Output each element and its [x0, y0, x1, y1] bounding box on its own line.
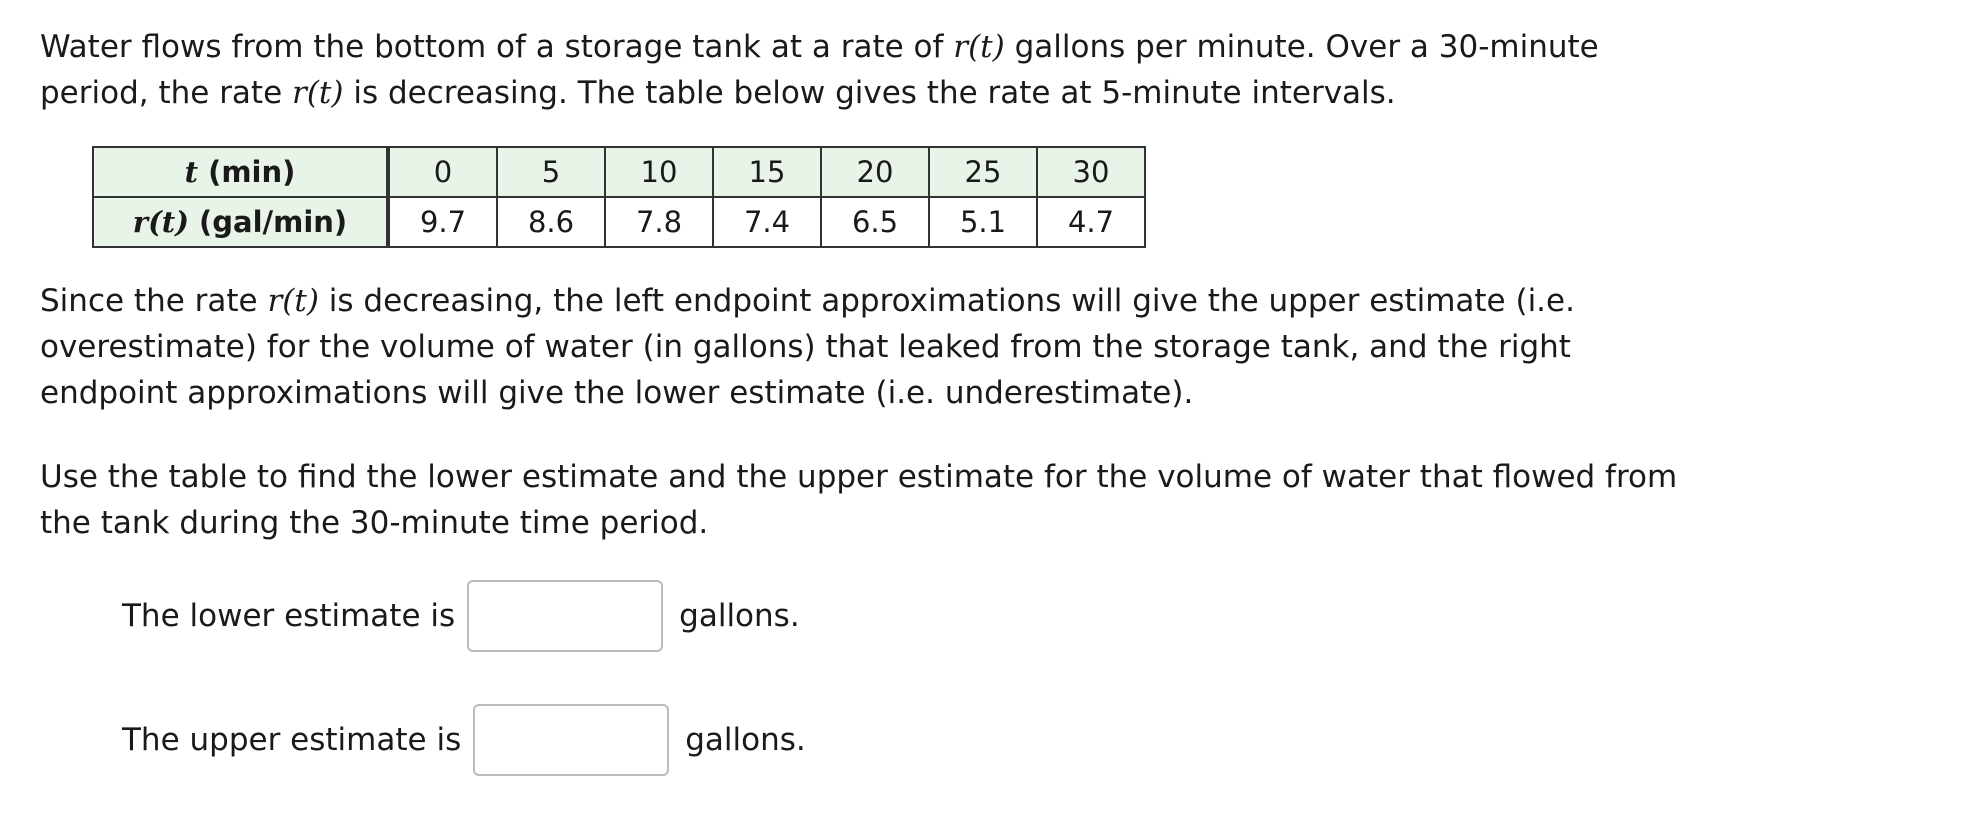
time-header: t (min)	[93, 147, 388, 197]
rate-cell: 5.1	[929, 197, 1037, 247]
explanation-text-4: endpoint approximations will give the lower estimate (i.e. underestimate).	[40, 375, 1194, 411]
problem-intro	[40, 24, 1599, 116]
instruction-text-1: Use the table to find the lower estimate and the upper estimate for the volume of water that flowed from	[40, 459, 1678, 495]
upper-unit-label: gallons.	[685, 722, 806, 758]
rate-cell: 7.4	[713, 197, 821, 247]
rate-cell: 9.7	[388, 197, 497, 247]
rate-row	[93, 197, 1145, 247]
explanation-text-2: is decreasing, the left endpoint approximations will give the upper estimate (i.e.	[318, 283, 1575, 319]
rate-header: r(t) (gal/min)	[93, 197, 388, 247]
rate-function-symbol: r(t)	[292, 75, 344, 111]
rate-cell: 7.8	[605, 197, 713, 247]
time-cell: 25	[929, 147, 1037, 197]
intro-text-3: period, the rate	[40, 75, 293, 111]
intro-text-2: gallons per minute. Over a 30-minute	[1004, 29, 1599, 65]
intro-text-4: is decreasing. The table below gives the rate at 5-minute intervals.	[343, 75, 1396, 111]
lower-estimate-label: The lower estimate is	[122, 598, 456, 634]
instruction-paragraph	[40, 454, 1677, 546]
time-cell: 30	[1037, 147, 1145, 197]
upper-estimate-row	[122, 704, 806, 776]
lower-estimate-row	[122, 580, 800, 652]
explanation-text-1: Since the rate	[40, 283, 268, 319]
time-cell: 10	[605, 147, 713, 197]
time-cell: 5	[497, 147, 605, 197]
rate-table	[92, 146, 1146, 248]
instruction-text-2: the tank during the 30-minute time period.	[40, 505, 709, 541]
rate-cell: 6.5	[821, 197, 929, 247]
explanation-text-3: overestimate) for the volume of water (in gallons) that leaked from the storage tank, and the right	[40, 329, 1571, 365]
rate-function-symbol: r(t)	[267, 283, 319, 319]
time-cell: 15	[713, 147, 821, 197]
time-row	[93, 147, 1145, 197]
time-cell: 0	[388, 147, 497, 197]
explanation-paragraph	[40, 278, 1575, 416]
time-cell: 20	[821, 147, 929, 197]
rate-cell: 8.6	[497, 197, 605, 247]
lower-estimate-input[interactable]	[467, 580, 663, 652]
lower-unit-label: gallons.	[679, 598, 800, 634]
intro-text-1: Water flows from the bottom of a storage tank at a rate of	[40, 29, 954, 65]
upper-estimate-label: The upper estimate is	[122, 722, 462, 758]
upper-estimate-input[interactable]	[473, 704, 669, 776]
rate-function-symbol: r(t)	[953, 29, 1005, 65]
rate-cell: 4.7	[1037, 197, 1145, 247]
